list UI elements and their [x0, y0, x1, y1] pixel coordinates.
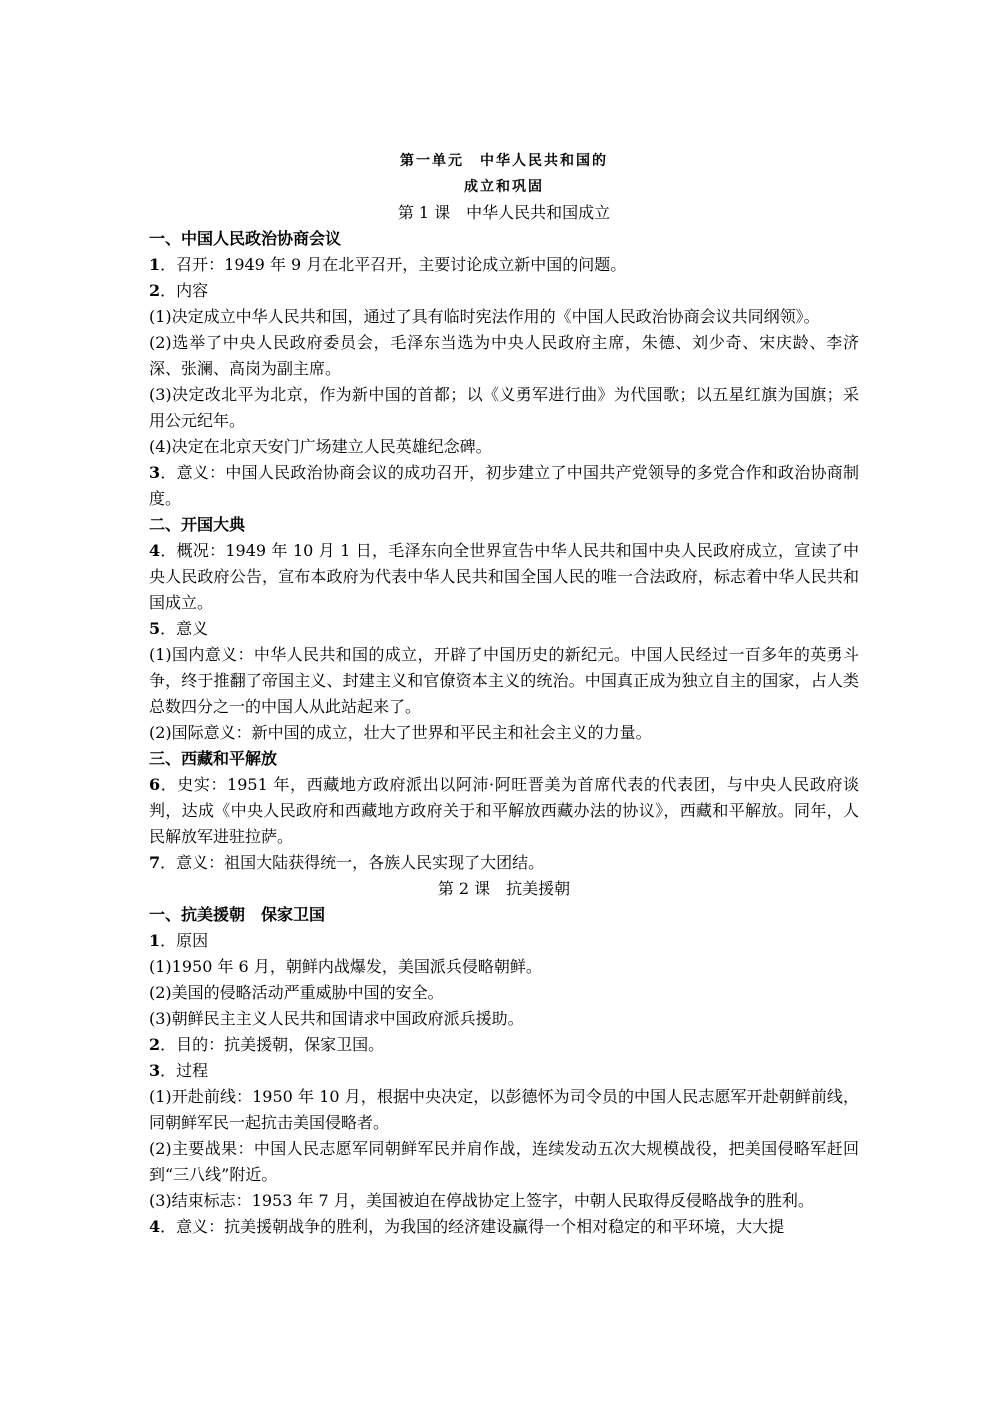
item-number: 3	[149, 1061, 161, 1080]
paragraph-text: ．概况：1949 年 10 月 1 日，毛泽东向全世界宣告中华人民共和国中央人民政府成立，宣读了中央人民政府公告，宣布本政府为代表中华人民共和国全国人民的唯一合法政府，标志着中华人民共和国成立。	[149, 541, 859, 612]
item-number: 1	[149, 931, 161, 950]
unit-title-line1: 第一单元 中华人民共和国的	[400, 153, 608, 169]
paragraph-text: (2)美国的侵略活动严重威胁中国的安全。	[149, 983, 444, 1002]
paragraph	[149, 954, 859, 980]
item-number: 3	[149, 463, 161, 482]
item-number: 4	[149, 541, 161, 560]
lesson-2-body	[149, 902, 859, 1240]
paragraph-text: ．召开：1949 年 9 月在北平召开，主要讨论成立新中国的问题。	[160, 255, 627, 274]
paragraph-text: (1)1950 年 6 月，朝鲜内战爆发，美国派兵侵略朝鲜。	[149, 957, 542, 976]
paragraph	[149, 1188, 859, 1214]
item-number: 6	[149, 775, 161, 794]
paragraph	[149, 278, 859, 304]
paragraph-text: (1)开赴前线：1950 年 10 月，根据中央决定，以彭德怀为司令员的中国人民志愿军开赴朝鲜前线，同朝鲜军民一起抗击美国侵略者。	[149, 1087, 859, 1132]
section-heading: 一、中国人民政治协商会议	[149, 229, 342, 248]
paragraph	[149, 642, 859, 720]
paragraph	[149, 772, 859, 850]
item-number: 5	[149, 619, 161, 638]
paragraph-text: ．过程	[160, 1061, 209, 1080]
paragraph	[149, 1032, 859, 1058]
paragraph	[149, 252, 859, 278]
paragraph	[149, 330, 859, 382]
section-heading: 三、西藏和平解放	[149, 749, 278, 768]
paragraph-text: ．意义：抗美援朝战争的胜利，为我国的经济建设赢得一个相对稳定的和平环境，大大提	[160, 1217, 785, 1236]
paragraph-text: (3)朝鲜民主主义人民共和国请求中国政府派兵援助。	[149, 1009, 524, 1028]
paragraph	[149, 720, 859, 746]
lesson-1-body	[149, 226, 859, 876]
paragraph-text: ．原因	[160, 931, 209, 950]
lesson-2-title: 第 2 课 抗美援朝	[437, 879, 571, 898]
paragraph-text: (4)决定在北京天安门广场建立人民英雄纪念碑。	[149, 437, 492, 456]
paragraph-text: ．意义：祖国大陆获得统一，各族人民实现了大团结。	[160, 853, 545, 872]
paragraph	[149, 850, 859, 876]
paragraph	[149, 538, 859, 616]
item-number: 4	[149, 1217, 161, 1236]
paragraph	[149, 616, 859, 642]
paragraph	[149, 434, 859, 460]
paragraph	[149, 304, 859, 330]
paragraph	[149, 980, 859, 1006]
paragraph-text: ．史实：1951 年，西藏地方政府派出以阿沛·阿旺晋美为首席代表的代表团，与中央人民政府谈判，达成《中央人民政府和西藏地方政府关于和平解放西藏办法的协议》，西藏和平解放。同年，人民解放军进驻拉萨。	[149, 775, 859, 846]
item-number: 1	[149, 255, 161, 274]
paragraph	[149, 1084, 859, 1136]
paragraph-text: (1)决定成立中华人民共和国，通过了具有临时宪法作用的《中国人民政治协商会议共同纲领》。	[149, 307, 820, 326]
paragraph	[149, 1136, 859, 1188]
document-page	[149, 148, 859, 1240]
paragraph-text: (2)选举了中央人民政府委员会，毛泽东当选为中央人民政府主席，朱德、刘少奇、宋庆龄、李济深、张澜、高岗为副主席。	[149, 333, 859, 378]
paragraph-text: ．意义	[160, 619, 209, 638]
paragraph	[149, 1058, 859, 1084]
paragraph	[149, 382, 859, 434]
item-number: 7	[149, 853, 161, 872]
paragraph	[149, 928, 859, 954]
unit-title-line2: 成立和巩固	[464, 179, 544, 195]
paragraph-text: (1)国内意义：中华人民共和国的成立，开辟了中国历史的新纪元。中国人民经过一百多年的英勇斗争，终于推翻了帝国主义、封建主义和官僚资本主义的统治。中国真正成为独立自主的国家，占人类总数四分之一的中国人从此站起来了。	[149, 645, 859, 716]
paragraph-text: (2)主要战果：中国人民志愿军同朝鲜军民并肩作战，连续发动五次大规模战役，把美国侵略军赶回到“三八线”附近。	[149, 1139, 859, 1184]
section-heading: 一、抗美援朝 保家卫国	[149, 905, 326, 924]
paragraph	[149, 1006, 859, 1032]
section-heading: 二、开国大典	[149, 515, 246, 534]
lesson-1-title: 第 1 课 中华人民共和国成立	[397, 203, 611, 222]
paragraph-text: (3)决定改北平为北京，作为新中国的首都；以《义勇军进行曲》为代国歌；以五星红旗为国旗；采用公元纪年。	[149, 385, 859, 430]
paragraph-text: (3)结束标志：1953 年 7 月，美国被迫在停战协定上签字，中朝人民取得反侵略战争的胜利。	[149, 1191, 814, 1210]
item-number: 2	[149, 1035, 161, 1054]
paragraph	[149, 1214, 859, 1240]
paragraph	[149, 460, 859, 512]
paragraph-text: (2)国际意义：新中国的成立，壮大了世界和平民主和社会主义的力量。	[149, 723, 652, 742]
paragraph-text: ．意义：中国人民政治协商会议的成功召开，初步建立了中国共产党领导的多党合作和政治协商制度。	[149, 463, 859, 508]
paragraph-text: ．内容	[160, 281, 209, 300]
paragraph-text: ．目的：抗美援朝，保家卫国。	[160, 1035, 385, 1054]
item-number: 2	[149, 281, 161, 300]
